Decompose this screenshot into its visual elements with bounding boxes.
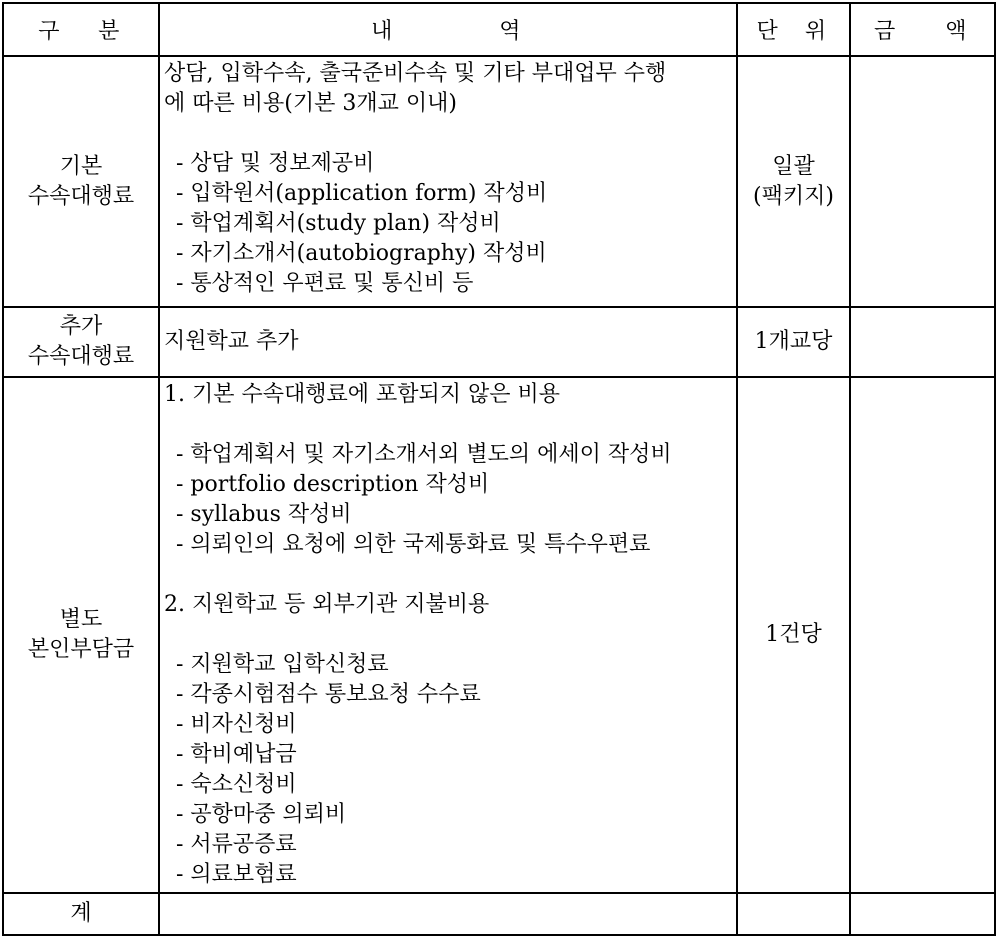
description-line: 상담, 입학수속, 출국준비수속 및 기타 부대업무 수행 [164,61,667,86]
header-category [3,3,159,56]
unit-cell: 1건당 [737,377,850,893]
category-cell [3,377,159,893]
list-item: - 학업계획서 및 자기소개서외 별도의 에세이 작성비 [176,442,672,467]
list-item: - 비자신청비 [176,712,297,737]
list-item: - 학업계획서(study plan) 작성비 [176,211,501,236]
description-cell [159,893,737,935]
header-category-label: 구 분 [38,19,124,44]
table-row-total [3,893,995,935]
table-row-separate-charges [3,377,995,893]
list-item: - 입학원서(application form) 작성비 [176,181,548,206]
description-line: 지원학교 추가 [164,329,299,354]
category-line: 수속대행료 [27,183,135,209]
header-amount [850,3,995,56]
amount-cell [850,56,995,307]
description-cell [159,377,737,893]
list-item: - 학비예납금 [176,742,297,767]
category-line: 수속대행료 [27,344,135,369]
fee-table [2,2,996,936]
list-item: - 공항마중 의뢰비 [176,802,347,827]
unit-cell [737,56,850,307]
section-title: 2. 지원학교 등 외부기관 지불비용 [164,592,490,617]
list-item: - 의뢰인의 요청에 의한 국제통화료 및 특수우편료 [176,532,651,557]
header-description-label: 내 역 [371,19,525,44]
list-item: - 지원학교 입학신청료 [176,652,389,677]
unit-line: (팩키지) [753,183,834,209]
unit-line: 일괄 [772,153,815,179]
header-unit-label: 단 위 [756,19,831,44]
header-amount-label: 금 액 [874,19,971,44]
amount-cell [850,377,995,893]
description-cell [159,56,737,307]
category-line: 기본 [59,153,103,179]
list-item: - 숙소신청비 [176,772,297,797]
description-cell [159,307,737,377]
list-item: - syllabus 작성비 [176,502,352,527]
unit-cell [737,893,850,935]
category-cell [3,307,159,377]
list-item: - 각종시험점수 통보요청 수수료 [176,682,481,707]
table-row-additional-fee [3,307,995,377]
list-item: - 자기소개서(autobiography) 작성비 [176,241,547,266]
section-title: 1. 기본 수속대행료에 포함되지 않은 비용 [164,382,560,407]
list-item: - 상담 및 정보제공비 [176,151,375,176]
description-line: 에 따른 비용(기본 3개교 이내) [164,91,457,116]
category-cell [3,56,159,307]
list-item: - 서류공증료 [176,832,297,857]
table-row-basic-fee [3,56,995,307]
unit-cell: 1개교당 [737,307,850,377]
total-label-cell: 계 [3,893,159,935]
table-header-row [3,3,995,56]
category-line: 추가 [59,314,103,339]
header-unit [737,3,850,56]
category-line: 본인부담금 [27,637,135,662]
amount-cell [850,307,995,377]
amount-cell [850,893,995,935]
list-item: - portfolio description 작성비 [176,472,490,497]
header-description [159,3,737,56]
category-line: 별도 [59,607,103,632]
list-item: - 의료보험료 [176,862,297,887]
list-item: - 통상적인 우편료 및 통신비 등 [176,271,474,296]
